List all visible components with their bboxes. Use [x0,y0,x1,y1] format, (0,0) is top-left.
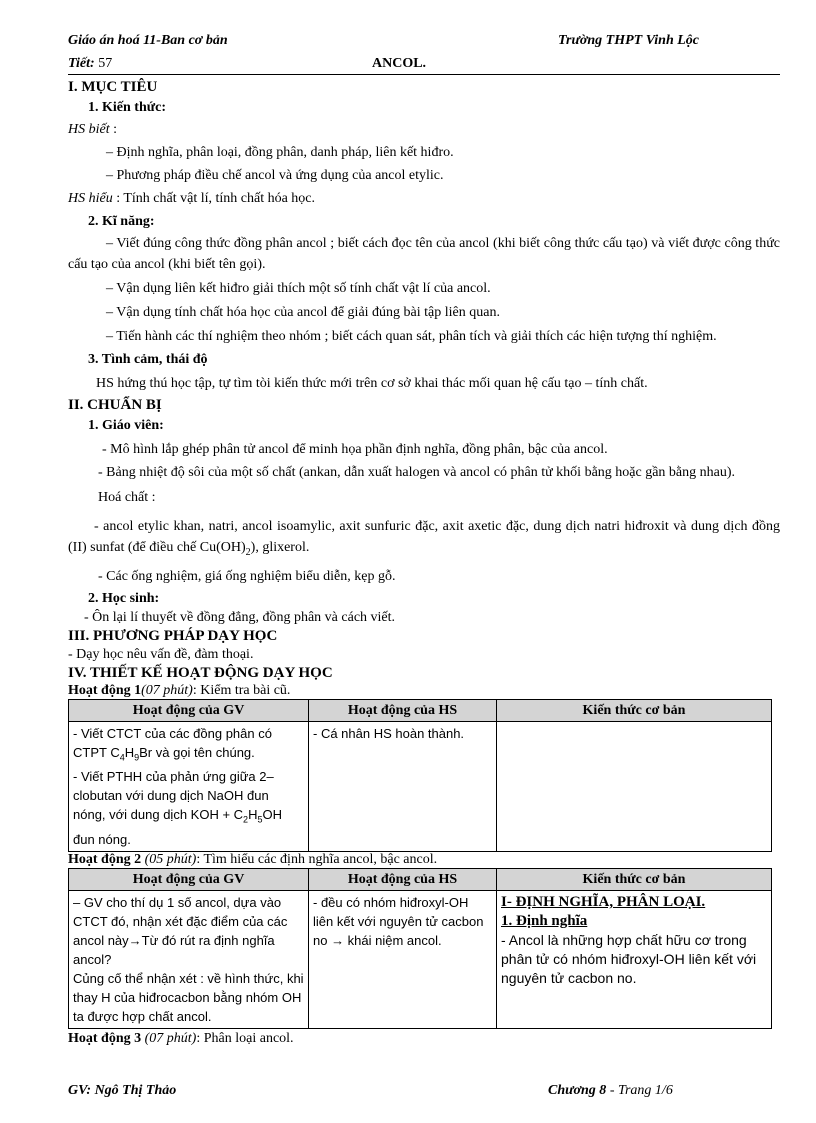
paragraph: : Tính chất vật lí, tính chất hóa học. [112,191,316,206]
activity-3-label: Hoạt động 3 (07 phút): Phân loại ancol. [68,1030,294,1046]
section-heading: III. PHƯƠNG PHÁP DẠY HỌC [68,627,278,644]
table-cell: - Viết CTCT của các đồng phân có CTPT $C_4H_9Br$ và gọi tên chúng. - Viết PTHH của phản ứng giữa 2–clobutan với dung dịch NaOH đun nóng, với dung dịch KOH + $C_2H_5OH$ đun nóng. [69,721,309,851]
paragraph: - Ôn lại lí thuyết về đồng đẳng, đồng phân và cách viết. [84,609,396,625]
activity-1-table [68,699,772,852]
page-header [68,33,780,51]
table-cell [497,721,772,851]
paragraph: – Vận dụng liên kết hiđro giải thích một số tính chất vật lí của ancol. [106,281,491,296]
section-heading: IV. THIẾT KẾ HOẠT ĐỘNG DẠY HỌC [68,664,333,681]
page-title: ANCOL. [372,56,427,71]
subsection-heading: 1. Kiến thức: [88,100,167,115]
paragraph: – Viết đúng công thức đồng phân ancol ; biết cách đọc tên của ancol (khi biết công thức cấu tạo) và viết được công thức cấu tạo của ancol (khi biết tên gọi). [68,236,780,272]
header-left: Giáo án hoá 11-Ban cơ bản [68,33,228,48]
table-cell: – GV cho thí dụ 1 số ancol, dựa vào CTCT đó, nhận xét đặc điểm của các ancol này→Từ đó rút ra định nghĩa ancol? Củng cố thể nhận xét : về hình thức, khi thay H của hiđrocacbon bằng nhóm OH ta được hợp chất ancol. [69,890,309,1028]
col-header-hs: Hoạt động của HS [309,868,497,890]
paragraph: – Tiến hành các thí nghiệm theo nhóm ; biết cách quan sát, phân tích và giải thích các hiện tượng thí nghiệm. [106,329,717,344]
paragraph: - Dạy học nêu vấn đề, đàm thoại. [68,646,254,662]
hs-biet-label: HS biết [68,122,110,137]
table-cell: - đều có nhóm hiđroxyl-OH liên kết với nguyên tử cacbon no → khái niệm ancol. [309,890,497,1028]
table-cell: - Cá nhân HS hoàn thành. [309,721,497,851]
activity-1-label: Hoạt động 1(07 phút): Kiểm tra bài cũ. [68,682,291,698]
paragraph: - Các ống nghiệm, giá ống nghiệm biểu diễn, kẹp gỗ. [98,568,396,584]
page-footer [68,1083,780,1099]
subsection-heading: 2. Học sinh: [88,590,160,606]
col-header-gv: Hoạt động của GV [69,699,309,721]
section-heading: I. MỤC TIÊU [68,79,158,95]
document-body: I. MỤC TIÊU 1. Kiến thức: HS biết : – Định nghĩa, phân loại, đồng phân, danh pháp, liên kết hiđro. – Phương pháp điều chế ancol và ứng dụng của ancol etylic. HS hiểu : Tính chất vật lí, tính chất hóa học. 2. Kĩ năng: – Viết đúng công thức đồng phân ancol ; biết cách đọc tên của ancol (khi biết công thức cấu tạo) và viết được công thức cấu tạo của ancol (khi biết tên gọi). – Vận dụng liên kết hiđro giải thích một số tính chất vật lí của ancol. – Vận dụng tính chất hóa học của ancol để giải đúng bài tập liên quan. – Tiến hành các thí nghiệm theo nhóm ; biết cách quan sát, phân tích và giải thích các hiện tượng thí nghiệm. 3. Tình cảm, thái độ HS hứng thú học tập, tự tìm tòi kiến thức mới trên cơ sở khai thác mối quan hệ cấu tạo – tính chất. II. CHUẨN BỊ 1. Giáo viên: - Mô hình lắp ghép phân tử ancol để minh họa phần định nghĩa, đồng phân, bậc của ancol. - Bảng nhiệt độ sôi của một số chất (ankan, dẫn xuất halogen và ancol có phân tử khối bằng hoặc gần bằng nhau). Hoá chất : - ancol etylic khan, natri, ancol isoamylic, axit sunfuric đặc, axit axetic đặc, dung dịch natri hiđroxit và dung dịch đồng (II) sunfat (để điều chế $Cu(OH)_2$), glixerol. - Các ống nghiệm, giá ống nghiệm biểu diễn, kẹp gỗ. 2. Học sinh: - Ôn lại lí thuyết về đồng đẳng, đồng phân và cách viết. III. PHƯƠNG PHÁP DẠY HỌC - Dạy học nêu vấn đề, đàm thoại. IV. THIẾT KẾ HOẠT ĐỘNG DẠY HỌC Hoạt động 1(07 phút): Kiểm tra bài cũ. Hoạt động của GV Hoạt động của HS Kiến thức cơ bản - Viết CTCT của các đồng phân có CTPT $C_4H_9Br$ và gọi tên chúng. - Viết PTHH của phản ứng giữa 2–clobutan với dung dịch NaOH đun nóng, với dung dịch KOH + $C_2H_5OH$ đun nóng. - Cá nhân HS hoàn thành. Hoạt động 2 (05 phút): Tìm hiểu các định nghĩa ancol, bậc ancol. Hoạt động của GV Hoạt động của HS Kiến thức cơ bản – GV cho thí dụ 1 số ancol, dựa vào CTCT đó, nhận xét đặc điểm của các ancol này→Từ đó rút ra định nghĩa ancol? Củng cố thể nhận xét : về hình thức, khi thay H của hiđrocacbon bằng nhóm OH ta được hợp chất ancol. - đều có nhóm hiđroxyl-OH liên kết với nguyên tử cacbon no → khái niệm ancol. I- ĐỊNH NGHĨA, PHÂN LOẠI. 1. Định nghĩa - Ancol là những hợp chất hữu cơ trong phân tử có nhóm hiđroxyl-OH liên kết với nguyên tử cacbon no. Hoạt động 3 (07 phút): Phân loại ancol. [68,79,780,1046]
paragraph: Hoá chất : [98,490,156,505]
paragraph: - ancol etylic khan, natri, ancol isoamylic, axit sunfuric đặc, axit axetic đặc, dung dịch natri hiđroxit và dung dịch đồng (II) sunfat (để điều chế $Cu(OH)_2$), glixerol. [68,519,780,558]
col-header-kt: Kiến thức cơ bản [497,868,772,890]
col-header-hs: Hoạt động của HS [309,699,497,721]
col-header-gv: Hoạt động của GV [69,868,309,890]
col-header-kt: Kiến thức cơ bản [497,699,772,721]
subsection-heading: 2. Kĩ năng: [88,214,155,229]
paragraph: – Vận dụng tính chất hóa học của ancol để giải đúng bài tập liên quan. [106,305,500,320]
header-right: Trường THPT Vinh Lộc [558,33,700,48]
table-cell: I- ĐỊNH NGHĨA, PHÂN LOẠI. 1. Định nghĩa - Ancol là những hợp chất hữu cơ trong phân tử có nhóm hiđroxyl-OH liên kết với nguyên tử cacbon no. [497,890,772,1028]
section-heading: II. CHUẨN BỊ [68,397,162,413]
footer-right: Chương 8 - Trang 1/6 [548,1083,673,1098]
paragraph: – Phương pháp điều chế ancol và ứng dụng của ancol etylic. [106,168,444,183]
activity-2-table [68,868,772,1029]
footer-left: GV: Ngô Thị Thảo [68,1083,177,1098]
lesson-number: Tiết: 57 [68,56,113,71]
paragraph: - Mô hình lắp ghép phân tử ancol để minh họa phần định nghĩa, đồng phân, bậc của ancol. [102,442,608,457]
subsection-heading: 1. Giáo viên: [88,418,164,433]
paragraph: - Bảng nhiệt độ sôi của một số chất (ankan, dẫn xuất halogen và ancol có phân tử khối bằng hoặc gần bằng nhau). [98,465,736,480]
hs-hieu-label: HS hiểu [68,191,113,206]
activity-2-label: Hoạt động 2 (05 phút): Tìm hiểu các định nghĩa ancol, bậc ancol. [68,851,438,867]
subsection-heading: 3. Tình cảm, thái độ [88,352,208,367]
paragraph: – Định nghĩa, phân loại, đồng phân, danh pháp, liên kết hiđro. [106,145,454,160]
lesson-header [68,56,780,75]
paragraph: HS hứng thú học tập, tự tìm tòi kiến thức mới trên cơ sở khai thác mối quan hệ cấu tạo – tính chất. [96,376,648,391]
